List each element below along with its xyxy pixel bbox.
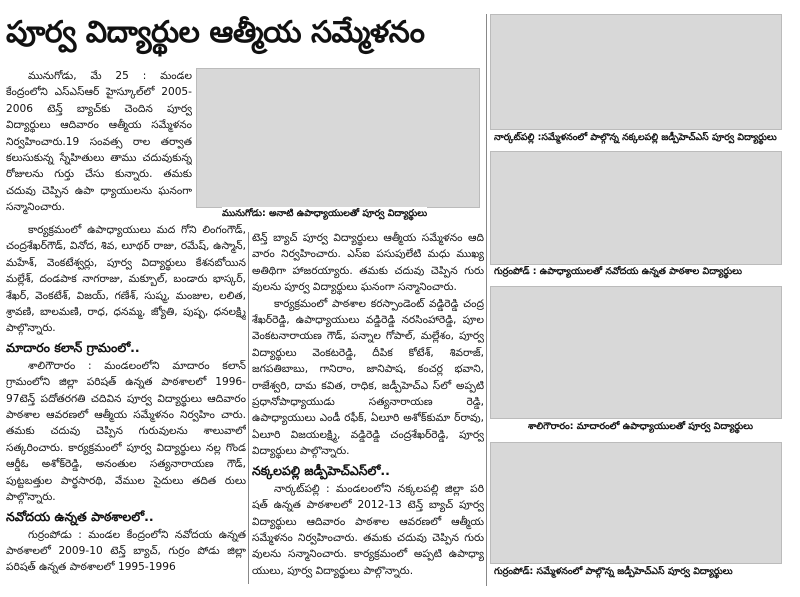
story-munugode-lead — [6, 68, 192, 224]
photo-gurrampode-zphs — [490, 442, 782, 564]
story-munugode-paragraph: మునుగోడు, మే 25 : మండల కేంద్రంలోని ఎస్‌ఎస్‌ఆర్‌ హైస్కూల్‌లో 2005-2006 టెన్త్‌ బ్యాచ్‌కు చెందిన పూర్వ విద్యార్థులు ఆదివారం ఆత్మీయ సమ్మేళనం నిర్వహించారు.19 సంవత్స రాల తర్వాత కలుసుకున్న స్నేహితులు తాము చదువుకున్న రోజులను గుర్తు చేసు కున్నారు. తమకు చదువు చెప్పిన ఉపా ధ్యాయులను ఘనంగా సన్మానించారు. — [6, 70, 192, 214]
subheading-navodaya: నవోదయ ఉన్నత పాఠశాలలో.. — [6, 508, 154, 524]
caption-shaligouraram: శాలిగౌరారం: మాదారంలో ఉపాధ్యాయులతో పూర్వ విద్యార్థులు — [528, 421, 754, 432]
caption-narketpally: నార్కట్‌పల్లి :సమ్మేళనంలో పాల్గొన్న నక్కలపల్లి జడ్పీహెచ్‌ఎస్‌ పూర్వ విద్యార్థులు — [494, 132, 777, 143]
caption-gurrampode-navodaya: గుర్రంపోడ్‌ : ఉపాధ్యాయులతో నవోదయ ఉన్నత పాఠశాల విద్యార్థులు — [494, 266, 742, 277]
photo-shaligouraram — [490, 286, 782, 419]
story-navodaya-continued: టెన్త్‌ బ్యాచ్‌ పూర్వ విద్యార్థులు ఆత్మీయ సమ్మేళనం ఆది వారం నిర్వహించారు. ఎస్‌ఐ పసుపులేటి మధు ముఖ్య అతిథిగా హాజరయ్యారు. తమకు చదువు చెప్పిన గురు వులను పూర్వ విద్యార్థులు ఘనంగా సన్మానించారు. — [252, 232, 484, 294]
story-munugode-paragraph-2: కార్యక్రమంలో ఉపాధ్యాయులు మద గోని లింగంగౌడ్‌, చంద్రశేఖర్‌గౌడ్‌, వినోద, శివ, లూథర్‌ రాజు, రమేష్‌, ఉస్మాన్‌, మహేశ్‌, వెంకటేశ్వర్లు, పూర్వ విద్యార్థులు కేశనబోయిన మల్లేశ్‌, దండపాక నాగరాజు, మక్బూల్‌, బండారు భాస్కర్‌, శేఖర్‌, వెంకటేశ్‌, విజయ్‌, గణేశ్‌, సుష్మ, మంజుల, లలిత, శ్రావణి, బాలమణి, రాధ, ధనమ్మ, జ్యోతి, పుష్ప, ధనలక్ష్మి పాల్గొన్నారు. — [6, 224, 246, 335]
story-navodaya-paragraph-2: కార్యక్రమంలో పాఠశాల కరస్పాండెంట్‌ వడ్డిరెడ్డి చంద్ర శేఖర్‌రెడ్డి, ఉపాధ్యాయులు వడ్డిరెడ్డి నరసింహారెడ్డి, పూల వెంకటనారాయణ గౌడ్‌, పన్నాల గోపాల్‌, మల్లేశం, పూర్వ విద్యార్థులు వెంకటరెడ్డి, దీపిక కోటేశ్‌, శివరాజ్‌, జగపతిబాబు, గానిరాం, జానిపాష, కంచర్ల భవాని, రాజేశ్వరి, దామ కవిత, రాధిక, జడ్పీహెచ్‌ఎ స్‌లో అప్పటి ప్రధానోపాధ్యాయుడు సత్యనారాయణ రెడ్డి, ఉపాధ్యాయులు ఎండీ రఫీక్‌, ఏలూరి అశోక్‌కుమా ర్‌రావు, ఏలూరి విజయలక్ష్మి, వడ్డిరెడ్డి చంద్రశేఖర్‌రెడ్డి, పూర్వ విద్యార్థులు పాల్గొన్నారు. — [252, 297, 484, 458]
column-middle — [252, 230, 484, 584]
column-divider — [248, 232, 249, 584]
page-headline: పూర్వ విద్యార్థుల ఆత్మీయ సమ్మేళనం — [6, 15, 425, 50]
caption-munugode: మునుగోడు: అనాటి ఉపాధ్యాయులతో పూర్వ విద్యార్థులు — [222, 208, 428, 219]
photo-gurrampode-navodaya — [490, 151, 782, 265]
subheading-madaram: మాదారం కలాన్‌ గ్రామంలో.. — [6, 339, 140, 355]
photo-munugode — [196, 68, 480, 208]
subheading-nakkalapally: నక్కలపల్లి జడ్పీహెచ్‌ఎస్‌లో.. — [252, 462, 390, 478]
column-divider — [486, 14, 487, 586]
photo-narketpally — [490, 14, 782, 130]
caption-gurrampode-zphs: గుర్రంపోడ్‌: సమ్మేళనంలో పాల్గొన్న జడ్పీహెచ్‌ఎస్‌ పూర్వ విద్యార్థులు — [494, 566, 733, 577]
story-navodaya-paragraph: గుర్రంపోడు : మండల కేంద్రంలోని నవోదయ ఉన్నత పాఠశాలలో 2009-10 టెన్త్‌ బ్యాచ్‌, గుర్రం పోడు జిల్లా పరిషత్‌ ఉన్నత పాఠశాలలో 1995-1996 — [6, 528, 246, 574]
story-nakkalapally-paragraph: నార్కట్‌పల్లి : మండలంలోని నక్కలపల్లి జిల్లా పరి షత్‌ ఉన్నత పాఠశాలలో 2012-13 టెన్త్‌ బ్యాచ్‌ పూర్వ విద్యార్థులు ఆదివారం పాఠశాల ఆవరణలో ఆత్మీయ సమ్మేళనం నిర్వహించారు. తమకు చదువు చెప్పిన గురు వులను సన్మానించారు. కార్యక్రమంలో అప్పటి ఉపాధ్యా యులు, పూర్వ విద్యార్థులు పాల్గొన్నారు. — [252, 482, 484, 577]
story-madaram-paragraph: శాలిగౌరారం : మండలంలోని మాదారం కలాన్‌ గ్రామంలోని జిల్లా పరిషత్‌ ఉన్నత పాఠశాలలో 1996-97టెన్త్‌ పదోతరగతి చదివిన పూర్వ విద్యార్థులు ఆదివారం పాఠశాల ఆవరణలో ఆత్మీయ సమ్మేళనం నిర్వహిం చారు. తమకు చదువు చెప్పిన గురువులను శాలువాలో సత్కరించారు. కార్యక్రమంలో పూర్వ విద్యార్థులు నల్ల గొండ ఆర్డీఓ అశోక్‌రెడ్డి, అనంతుల సత్యనారాయణ గౌడ్‌, పుట్టబత్తుల పార్థసారథి, వేముల సైదులు తదిత రులు పాల్గొన్నారు. — [6, 359, 246, 504]
column-left — [6, 222, 246, 578]
